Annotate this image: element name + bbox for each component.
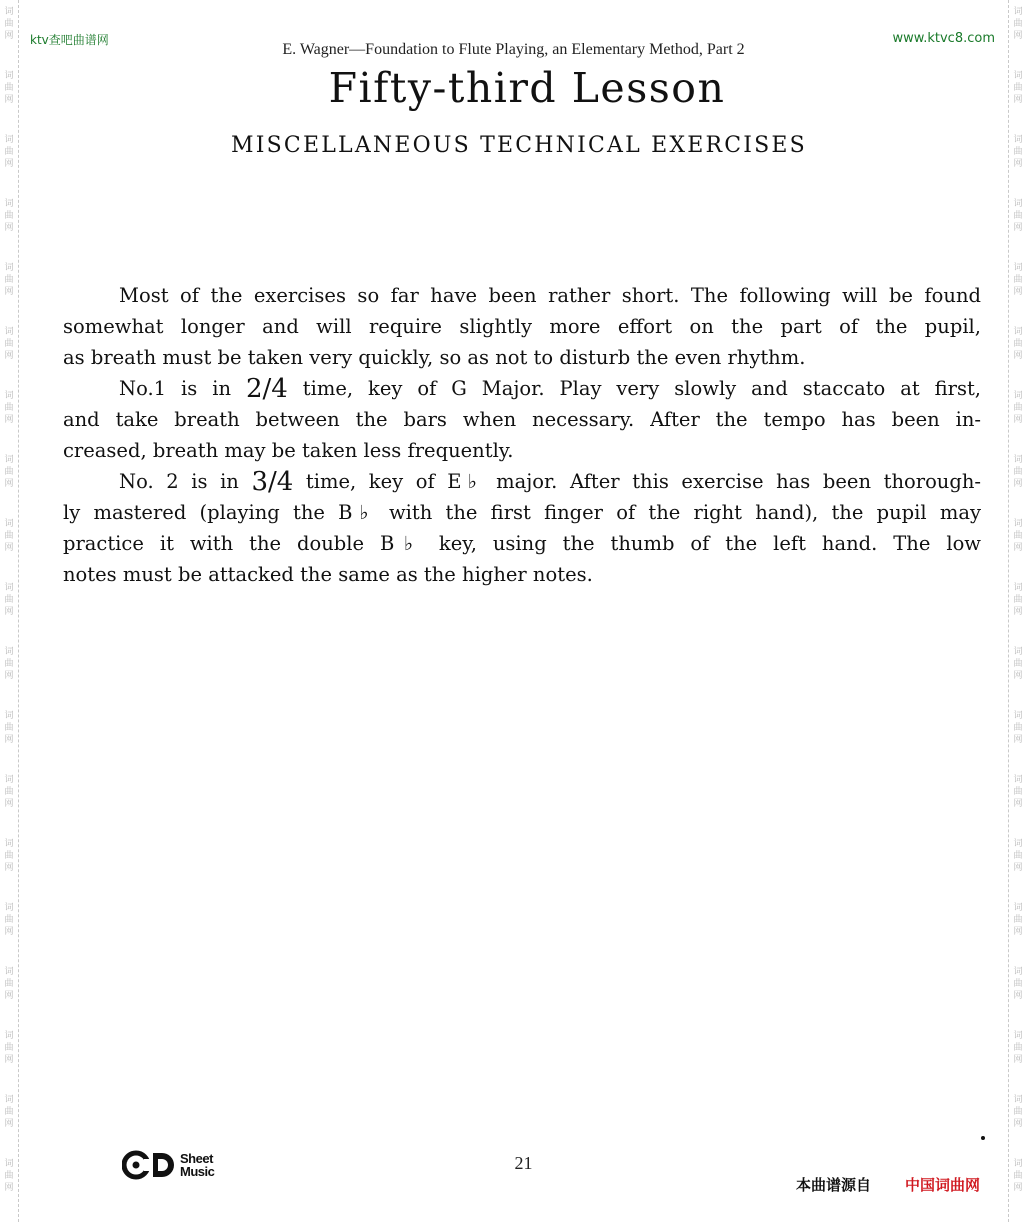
- watermark-char: 曲: [4, 659, 14, 669]
- watermark-char: 曲: [1013, 467, 1023, 477]
- paragraph-3: [63, 466, 981, 590]
- watermark-char: 词: [1013, 327, 1023, 337]
- watermark-char: 曲: [4, 211, 14, 221]
- line-rest: time, key of E♭ major. After this exercise has been thorough-: [305, 470, 981, 493]
- watermark-char: 网: [1013, 863, 1023, 873]
- watermark-char: 曲: [1013, 19, 1023, 29]
- watermark-char: 曲: [4, 1171, 14, 1181]
- watermark-char: 网: [4, 863, 14, 873]
- watermark-char: 词: [1013, 519, 1023, 529]
- line-start: No. 2 is in: [119, 470, 239, 493]
- watermark-char: 词: [4, 455, 14, 465]
- watermark-group: [1013, 262, 1022, 298]
- dot-mark: [981, 1136, 985, 1140]
- watermark-char: 网: [1013, 1183, 1023, 1193]
- source-note: 本曲谱源自: [796, 1176, 872, 1194]
- text-line: Most of the exercises so far have been rather short. The following will be found: [119, 284, 981, 307]
- watermark-char: 词: [1013, 391, 1023, 401]
- watermark-group: [1013, 774, 1022, 810]
- watermark-char: 曲: [1013, 787, 1023, 797]
- watermark-char: 词: [1013, 199, 1023, 209]
- site-url-right[interactable]: www.ktvc8.com: [892, 31, 995, 46]
- watermark-char: 网: [1013, 95, 1023, 105]
- logo-word-2: Music: [180, 1164, 215, 1179]
- watermark-char: 曲: [1013, 723, 1023, 733]
- watermark-group: [1013, 518, 1022, 554]
- watermark-char: 网: [1013, 671, 1023, 681]
- watermark-group: [4, 646, 13, 682]
- text-line: as breath must be taken very quickly, so as not to disturb the even rhythm.: [63, 346, 806, 369]
- watermark-char: 词: [4, 775, 14, 785]
- watermark-char: 词: [4, 71, 14, 81]
- watermark-char: 词: [1013, 967, 1023, 977]
- text-line: somewhat longer and will require slightly more effort on the part of the pupil,: [63, 315, 981, 338]
- watermark-group: [4, 582, 13, 618]
- watermark-char: 曲: [4, 1107, 14, 1117]
- time-signature-3-4: 3/4: [251, 467, 294, 497]
- watermark-char: 网: [4, 287, 14, 297]
- watermark-char: 词: [1013, 1159, 1023, 1169]
- watermark-char: 网: [1013, 287, 1023, 297]
- watermark-char: 网: [1013, 479, 1023, 489]
- page-number: 21: [514, 1153, 533, 1173]
- watermark-char: 曲: [4, 723, 14, 733]
- watermark-group: [4, 262, 13, 298]
- watermark-char: 网: [4, 1055, 14, 1065]
- watermark-char: 词: [1013, 71, 1023, 81]
- watermark-char: 曲: [4, 915, 14, 925]
- watermark-group: [4, 6, 13, 42]
- watermark-char: 曲: [4, 979, 14, 989]
- watermark-group: [4, 198, 13, 234]
- body-text: [63, 280, 981, 590]
- watermark-group: [1013, 710, 1022, 746]
- watermark-char: 词: [1013, 7, 1023, 17]
- text-line: [63, 373, 981, 404]
- watermark-char: 词: [4, 647, 14, 657]
- watermark-char: 曲: [1013, 275, 1023, 285]
- watermark-char: 曲: [1013, 339, 1023, 349]
- watermark-char: 词: [4, 327, 14, 337]
- line-rest: time, key of G Major. Play very slowly and staccato at first,: [302, 377, 981, 400]
- lesson-subtitle: MISCELLANEOUS TECHNICAL EXERCISES: [231, 133, 807, 158]
- watermark-char: 词: [4, 1031, 14, 1041]
- line-start: No.1 is in: [119, 377, 232, 400]
- watermark-group: [4, 326, 13, 362]
- text-line: notes must be attacked the same as the higher notes.: [63, 563, 593, 586]
- watermark-group: [4, 390, 13, 426]
- watermark-group: [1013, 326, 1022, 362]
- watermark-char: 词: [1013, 1095, 1023, 1105]
- watermark-char: 词: [4, 1159, 14, 1169]
- watermark-char: 词: [1013, 711, 1023, 721]
- watermark-char: 曲: [4, 19, 14, 29]
- watermark-char: 网: [1013, 31, 1023, 41]
- watermark-char: 词: [4, 135, 14, 145]
- watermark-char: 网: [1013, 351, 1023, 361]
- watermark-char: 曲: [1013, 979, 1023, 989]
- lesson-title: Fifty-third Lesson: [328, 64, 726, 112]
- text-line: ly mastered (playing the B♭ with the first finger of the right hand), the pupil may: [63, 501, 981, 524]
- watermark-char: 曲: [1013, 531, 1023, 541]
- watermark-char: 曲: [1013, 595, 1023, 605]
- watermark-char: 曲: [4, 531, 14, 541]
- watermark-char: 网: [4, 351, 14, 361]
- watermark-char: 曲: [4, 595, 14, 605]
- watermark-char: 网: [4, 223, 14, 233]
- watermark-char: 曲: [4, 403, 14, 413]
- watermark-char: 词: [1013, 903, 1023, 913]
- watermark-group: [4, 902, 13, 938]
- watermark-char: 网: [4, 607, 14, 617]
- watermark-char: 词: [4, 967, 14, 977]
- watermark-char: 词: [1013, 647, 1023, 657]
- watermark-char: 曲: [1013, 211, 1023, 221]
- watermark-char: 曲: [1013, 1107, 1023, 1117]
- watermark-char: 词: [4, 7, 14, 17]
- watermark-group: [1013, 454, 1022, 490]
- watermark-char: 网: [1013, 991, 1023, 1001]
- watermark-char: 曲: [1013, 1171, 1023, 1181]
- watermark-char: 曲: [4, 83, 14, 93]
- watermark-char: 网: [1013, 1055, 1023, 1065]
- watermark-group: [4, 838, 13, 874]
- watermark-char: 网: [4, 671, 14, 681]
- watermark-char: 词: [1013, 1031, 1023, 1041]
- watermark-group: [4, 518, 13, 554]
- watermark-char: 曲: [1013, 851, 1023, 861]
- text-line: and take breath between the bars when necessary. After the tempo has been in-: [63, 408, 981, 431]
- watermark-char: 词: [4, 1095, 14, 1105]
- left-watermark-strip: [0, 0, 19, 1222]
- text-line: practice it with the double B♭ key, using the thumb of the left hand. The low: [63, 532, 981, 555]
- watermark-char: 词: [4, 199, 14, 209]
- watermark-char: 网: [1013, 223, 1023, 233]
- watermark-char: 曲: [4, 851, 14, 861]
- watermark-group: [1013, 902, 1022, 938]
- watermark-char: 网: [4, 159, 14, 169]
- right-watermark-strip: [1008, 0, 1027, 1222]
- watermark-char: 网: [1013, 735, 1023, 745]
- watermark-char: 网: [1013, 1119, 1023, 1129]
- watermark-char: 网: [4, 1183, 14, 1193]
- logo-word-1: Sheet: [180, 1151, 213, 1166]
- watermark-char: 曲: [4, 467, 14, 477]
- watermark-char: 词: [4, 391, 14, 401]
- watermark-char: 网: [4, 1119, 14, 1129]
- watermark-group: [4, 710, 13, 746]
- watermark-char: 曲: [1013, 1043, 1023, 1053]
- watermark-char: 网: [1013, 927, 1023, 937]
- watermark-group: [4, 454, 13, 490]
- watermark-char: 词: [4, 583, 14, 593]
- watermark-char: 词: [1013, 455, 1023, 465]
- watermark-group: [4, 1030, 13, 1066]
- watermark-char: 曲: [1013, 403, 1023, 413]
- text-line: [63, 466, 981, 497]
- watermark-char: 曲: [4, 787, 14, 797]
- watermark-group: [1013, 6, 1022, 42]
- watermark-char: 网: [4, 799, 14, 809]
- watermark-char: 网: [1013, 159, 1023, 169]
- watermark-char: 曲: [1013, 83, 1023, 93]
- watermark-char: 词: [4, 519, 14, 529]
- running-head: E. Wagner—Foundation to Flute Playing, an Elementary Method, Part 2: [282, 41, 745, 58]
- watermark-char: 词: [1013, 583, 1023, 593]
- watermark-char: 网: [4, 415, 14, 425]
- watermark-char: 网: [1013, 543, 1023, 553]
- watermark-char: 词: [1013, 135, 1023, 145]
- watermark-char: 网: [1013, 799, 1023, 809]
- watermark-char: 曲: [1013, 915, 1023, 925]
- watermark-char: 网: [4, 735, 14, 745]
- time-signature-2-4: 2/4: [245, 374, 288, 404]
- watermark-group: [1013, 646, 1022, 682]
- watermark-group: [1013, 1030, 1022, 1066]
- watermark-char: 词: [4, 839, 14, 849]
- watermark-group: [1013, 1094, 1022, 1130]
- watermark-char: 词: [1013, 775, 1023, 785]
- watermark-char: 曲: [4, 339, 14, 349]
- watermark-char: 网: [4, 31, 14, 41]
- watermark-char: 曲: [4, 1043, 14, 1053]
- watermark-char: 词: [1013, 839, 1023, 849]
- watermark-char: 曲: [4, 275, 14, 285]
- watermark-char: 词: [1013, 263, 1023, 273]
- watermark-char: 网: [4, 95, 14, 105]
- watermark-group: [1013, 390, 1022, 426]
- text-line: creased, breath may be taken less frequently.: [63, 439, 514, 462]
- watermark-group: [1013, 838, 1022, 874]
- watermark-group: [4, 1094, 13, 1130]
- watermark-char: 网: [1013, 607, 1023, 617]
- source-site-link[interactable]: 中国词曲网: [905, 1176, 981, 1194]
- watermark-char: 曲: [1013, 147, 1023, 157]
- watermark-group: [1013, 966, 1022, 1002]
- watermark-group: [1013, 582, 1022, 618]
- watermark-group: [1013, 198, 1022, 234]
- watermark-group: [4, 966, 13, 1002]
- watermark-group: [4, 774, 13, 810]
- watermark-char: 网: [4, 991, 14, 1001]
- watermark-char: 网: [4, 479, 14, 489]
- paragraph-1: [63, 280, 981, 373]
- watermark-char: 词: [4, 711, 14, 721]
- watermark-char: 网: [1013, 415, 1023, 425]
- watermark-char: 词: [4, 263, 14, 273]
- watermark-char: 曲: [4, 147, 14, 157]
- watermark-char: 网: [4, 927, 14, 937]
- paragraph-2: [63, 373, 981, 466]
- watermark-char: 曲: [1013, 659, 1023, 669]
- site-name-left[interactable]: ktv查吧曲谱网: [30, 33, 109, 47]
- watermark-char: 网: [4, 543, 14, 553]
- watermark-char: 词: [4, 903, 14, 913]
